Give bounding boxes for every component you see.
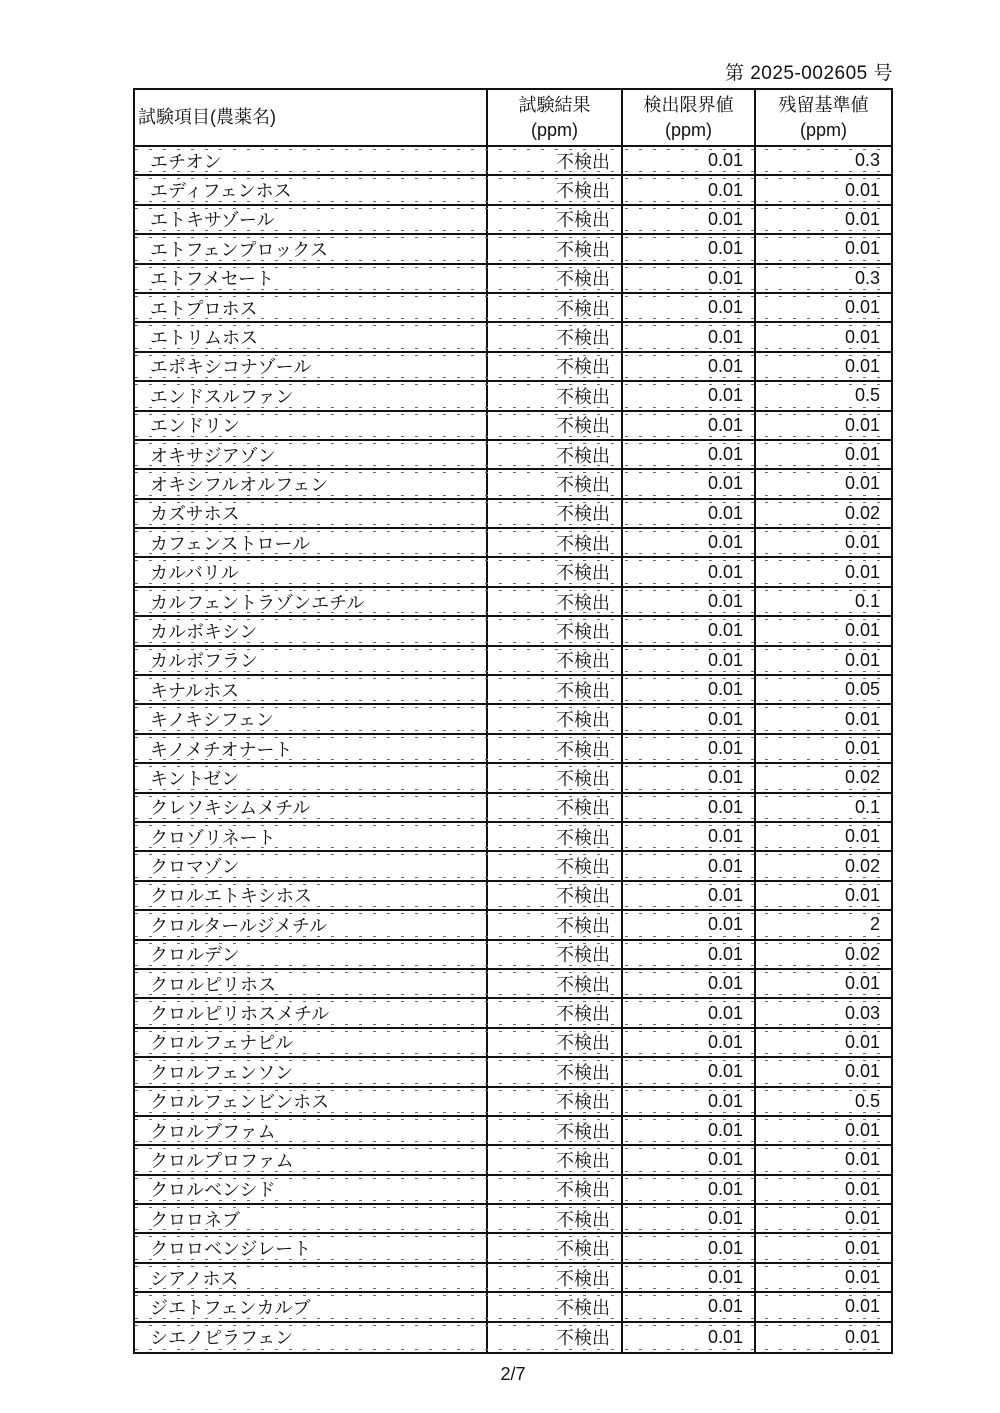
table-row — [135, 941, 891, 970]
cell-item-name: キナルホス — [135, 676, 488, 703]
cell-detection-limit: 0.01 — [623, 1146, 756, 1173]
table-row — [135, 558, 891, 587]
cell-detection-limit: 0.01 — [623, 500, 756, 527]
cell-test-result: 不検出 — [488, 294, 623, 321]
cell-residue-standard: 0.01 — [844, 473, 880, 494]
table-row — [135, 294, 891, 323]
table-row — [135, 1029, 891, 1058]
cell-item-name: クロルフェンビンホス — [135, 1088, 488, 1115]
cell-test-result: 不検出 — [488, 1029, 623, 1056]
cell-item-name: シエノピラフェン — [135, 1323, 488, 1352]
table-row — [135, 1205, 891, 1234]
cell-item-name: クロルブファム — [135, 1117, 488, 1144]
cell-item-name: シアノホス — [135, 1264, 488, 1291]
cell-detection-limit: 0.01 — [623, 1117, 756, 1144]
table-row — [135, 588, 891, 617]
cell-detection-limit: 0.01 — [623, 147, 756, 174]
column-header-standard-unit: (ppm) — [799, 119, 847, 140]
cell-test-result: 不検出 — [488, 206, 623, 233]
column-header-standard — [756, 90, 891, 145]
cell-item-name: エンドスルファン — [135, 382, 488, 409]
cell-residue-standard: 0.01 — [844, 179, 880, 200]
cell-test-result: 不検出 — [488, 176, 623, 203]
cell-residue-standard: 0.01 — [844, 1120, 880, 1141]
cell-residue-standard: 0.01 — [844, 973, 880, 994]
cell-detection-limit: 0.01 — [623, 1205, 756, 1232]
cell-item-name: クロルフェンソン — [135, 1058, 488, 1085]
cell-test-result: 不検出 — [488, 500, 623, 527]
cell-item-name: オキシフルオルフェン — [135, 470, 488, 497]
cell-residue-standard: 0.03 — [844, 1002, 880, 1023]
cell-item-name: クロルピリホス — [135, 970, 488, 997]
cell-residue-standard: 0.5 — [854, 385, 880, 406]
cell-detection-limit: 0.01 — [623, 558, 756, 585]
table-row — [135, 1264, 891, 1293]
table-row — [135, 412, 891, 441]
cell-item-name: カズサホス — [135, 500, 488, 527]
table-row — [135, 852, 891, 881]
cell-residue-standard: 0.01 — [844, 1296, 880, 1317]
cell-test-result: 不検出 — [488, 529, 623, 556]
column-header-standard-label: 残留基準値 — [778, 94, 869, 115]
column-header-limit — [623, 90, 756, 145]
cell-residue-standard: 0.1 — [854, 591, 880, 612]
cell-residue-standard: 0.01 — [844, 1149, 880, 1170]
cell-detection-limit: 0.01 — [623, 294, 756, 321]
cell-residue-standard: 0.01 — [844, 297, 880, 318]
cell-detection-limit: 0.01 — [623, 529, 756, 556]
table-row — [135, 1058, 891, 1087]
cell-item-name: クロゾリネート — [135, 823, 488, 850]
table-row — [135, 999, 891, 1028]
cell-test-result: 不検出 — [488, 1058, 623, 1085]
table-row — [135, 676, 891, 705]
table-row — [135, 647, 891, 676]
cell-item-name: クロルピリホスメチル — [135, 999, 488, 1026]
table-row — [135, 353, 891, 382]
cell-residue-standard: 0.01 — [844, 708, 880, 729]
cell-detection-limit: 0.01 — [623, 941, 756, 968]
cell-item-name: カルバリル — [135, 558, 488, 585]
cell-test-result: 不検出 — [488, 1293, 623, 1320]
cell-residue-standard: 0.01 — [844, 532, 880, 553]
table-row — [135, 1146, 891, 1175]
cell-item-name: エトフェンプロックス — [135, 235, 488, 262]
cell-item-name: エポキシコナゾール — [135, 353, 488, 380]
cell-item-name: エトフメセート — [135, 265, 488, 292]
table-row — [135, 970, 891, 999]
cell-residue-standard: 0.01 — [844, 1061, 880, 1082]
cell-test-result: 不検出 — [488, 1117, 623, 1144]
cell-test-result: 不検出 — [488, 412, 623, 439]
column-header-item: 試験項目(農薬名) — [135, 90, 488, 145]
cell-residue-standard: 0.01 — [844, 1326, 880, 1347]
cell-item-name: エチオン — [135, 147, 488, 174]
table-row — [135, 500, 891, 529]
cell-detection-limit: 0.01 — [623, 1088, 756, 1115]
column-header-result-unit: (ppm) — [530, 119, 578, 140]
cell-detection-limit: 0.01 — [623, 676, 756, 703]
table-row — [135, 1293, 891, 1322]
cell-test-result: 不検出 — [488, 911, 623, 938]
cell-item-name: クロルタールジメチル — [135, 911, 488, 938]
cell-detection-limit: 0.01 — [623, 735, 756, 762]
cell-detection-limit: 0.01 — [623, 1029, 756, 1056]
table-row — [135, 235, 891, 264]
cell-test-result: 不検出 — [488, 735, 623, 762]
cell-test-result: 不検出 — [488, 382, 623, 409]
cell-residue-standard: 0.3 — [854, 267, 880, 288]
table-row — [135, 529, 891, 558]
cell-item-name: カルフェントラゾンエチル — [135, 588, 488, 615]
cell-test-result: 不検出 — [488, 823, 623, 850]
cell-detection-limit: 0.01 — [623, 382, 756, 409]
table-row — [135, 1088, 891, 1117]
cell-test-result: 不検出 — [488, 647, 623, 674]
cell-test-result: 不検出 — [488, 617, 623, 644]
cell-test-result: 不検出 — [488, 999, 623, 1026]
table-row — [135, 206, 891, 235]
cell-test-result: 不検出 — [488, 265, 623, 292]
cell-test-result: 不検出 — [488, 676, 623, 703]
cell-detection-limit: 0.01 — [623, 852, 756, 879]
cell-item-name: クレソキシムメチル — [135, 794, 488, 821]
cell-item-name: クロルプロファム — [135, 1146, 488, 1173]
cell-test-result: 不検出 — [488, 1205, 623, 1232]
cell-residue-standard: 0.01 — [844, 238, 880, 259]
cell-item-name: カルボフラン — [135, 647, 488, 674]
cell-test-result: 不検出 — [488, 1146, 623, 1173]
table-row — [135, 147, 891, 176]
cell-residue-standard: 0.01 — [844, 1178, 880, 1199]
cell-test-result: 不検出 — [488, 441, 623, 468]
cell-residue-standard: 2 — [869, 914, 880, 935]
table-row — [135, 911, 891, 940]
table-row — [135, 470, 891, 499]
cell-detection-limit: 0.01 — [623, 1323, 756, 1352]
column-header-limit-unit: (ppm) — [664, 119, 712, 140]
table-row — [135, 617, 891, 646]
cell-residue-standard: 0.01 — [844, 738, 880, 758]
cell-detection-limit: 0.01 — [623, 588, 756, 615]
cell-test-result: 不検出 — [488, 1088, 623, 1115]
cell-test-result: 不検出 — [488, 1176, 623, 1203]
cell-detection-limit: 0.01 — [623, 353, 756, 380]
cell-detection-limit: 0.01 — [623, 206, 756, 233]
cell-item-name: クロルエトキシホス — [135, 882, 488, 909]
cell-residue-standard: 0.01 — [844, 414, 880, 435]
table-body — [135, 147, 891, 1352]
cell-residue-standard: 0.3 — [854, 150, 880, 171]
cell-detection-limit: 0.01 — [623, 970, 756, 997]
table-row — [135, 265, 891, 294]
cell-residue-standard: 0.01 — [844, 561, 880, 582]
cell-residue-standard: 0.01 — [844, 326, 880, 347]
cell-detection-limit: 0.01 — [623, 705, 756, 732]
cell-item-name: クロルフェナピル — [135, 1029, 488, 1056]
cell-residue-standard: 0.02 — [844, 855, 880, 876]
cell-residue-standard: 0.02 — [844, 943, 880, 964]
page-number: 2/7 — [500, 1364, 526, 1384]
cell-test-result: 不検出 — [488, 558, 623, 585]
cell-item-name: クロロベンジレート — [135, 1234, 488, 1261]
cell-residue-standard: 0.1 — [854, 796, 880, 817]
table-row — [135, 705, 891, 734]
cell-test-result: 不検出 — [488, 941, 623, 968]
cell-detection-limit: 0.01 — [623, 470, 756, 497]
cell-detection-limit: 0.01 — [623, 911, 756, 938]
cell-residue-standard: 0.01 — [844, 208, 880, 229]
cell-residue-standard: 0.01 — [844, 1031, 880, 1052]
cell-test-result: 不検出 — [488, 970, 623, 997]
cell-residue-standard: 0.01 — [844, 444, 880, 465]
cell-detection-limit: 0.01 — [623, 412, 756, 439]
cell-residue-standard: 0.02 — [844, 502, 880, 523]
cell-item-name: エディフェンホス — [135, 176, 488, 203]
table-row — [135, 382, 891, 411]
table-row — [135, 1117, 891, 1146]
cell-item-name: クロルデン — [135, 941, 488, 968]
cell-test-result: 不検出 — [488, 1264, 623, 1291]
cell-test-result: 不検出 — [488, 1234, 623, 1261]
document-number: 第 2025-002605 号 — [724, 63, 893, 84]
cell-test-result: 不検出 — [488, 235, 623, 262]
cell-detection-limit: 0.01 — [623, 1264, 756, 1291]
cell-detection-limit: 0.01 — [623, 647, 756, 674]
cell-residue-standard: 0.01 — [844, 355, 880, 376]
test-results-table — [133, 88, 893, 1354]
cell-item-name: キノメチオナート — [135, 735, 488, 762]
cell-test-result: 不検出 — [488, 852, 623, 879]
cell-test-result: 不検出 — [488, 705, 623, 732]
cell-item-name: エトプロホス — [135, 294, 488, 321]
cell-item-name: キノキシフェン — [135, 705, 488, 732]
cell-residue-standard: 0.01 — [844, 1267, 880, 1288]
cell-detection-limit: 0.01 — [623, 1176, 756, 1203]
cell-test-result: 不検出 — [488, 794, 623, 821]
cell-item-name: クロルベンシド — [135, 1176, 488, 1203]
cell-detection-limit: 0.01 — [623, 1234, 756, 1261]
cell-test-result: 不検出 — [488, 588, 623, 615]
column-header-result-label: 試験結果 — [518, 94, 591, 115]
cell-test-result: 不検出 — [488, 323, 623, 350]
cell-test-result: 不検出 — [488, 470, 623, 497]
cell-detection-limit: 0.01 — [623, 1293, 756, 1320]
cell-test-result: 不検出 — [488, 147, 623, 174]
cell-item-name: エンドリン — [135, 412, 488, 439]
table-row — [135, 882, 891, 911]
table-row — [135, 1323, 891, 1352]
cell-residue-standard: 0.05 — [844, 679, 880, 700]
cell-detection-limit: 0.01 — [623, 794, 756, 821]
cell-item-name: クロマゾン — [135, 852, 488, 879]
cell-test-result: 不検出 — [488, 882, 623, 909]
cell-detection-limit: 0.01 — [623, 617, 756, 644]
cell-test-result: 不検出 — [488, 1323, 623, 1352]
cell-item-name: エトリムホス — [135, 323, 488, 350]
column-header-result — [488, 90, 623, 145]
cell-item-name: エトキサゾール — [135, 206, 488, 233]
table-row — [135, 794, 891, 823]
cell-detection-limit: 0.01 — [623, 441, 756, 468]
cell-residue-standard: 0.01 — [844, 620, 880, 641]
cell-residue-standard: 0.01 — [844, 826, 880, 847]
table-row — [135, 441, 891, 470]
cell-item-name: クロロネブ — [135, 1205, 488, 1232]
table-row — [135, 323, 891, 352]
cell-detection-limit: 0.01 — [623, 999, 756, 1026]
table-row — [135, 176, 891, 205]
cell-test-result: 不検出 — [488, 764, 623, 791]
cell-residue-standard: 0.01 — [844, 649, 880, 670]
cell-item-name: カフェンストロール — [135, 529, 488, 556]
cell-item-name: キントゼン — [135, 764, 488, 791]
cell-detection-limit: 0.01 — [623, 1058, 756, 1085]
cell-detection-limit: 0.01 — [623, 323, 756, 350]
table-row — [135, 823, 891, 852]
cell-test-result: 不検出 — [488, 353, 623, 380]
cell-residue-standard: 0.01 — [844, 884, 880, 905]
cell-item-name: カルボキシン — [135, 617, 488, 644]
cell-item-name: オキサジアゾン — [135, 441, 488, 468]
cell-detection-limit: 0.01 — [623, 265, 756, 292]
cell-detection-limit: 0.01 — [623, 235, 756, 262]
cell-residue-standard: 0.01 — [844, 1237, 880, 1258]
table-header-row — [135, 90, 891, 147]
column-header-limit-label: 検出限界値 — [643, 94, 734, 115]
cell-detection-limit: 0.01 — [623, 176, 756, 203]
table-row — [135, 764, 891, 793]
table-row — [135, 735, 891, 764]
cell-detection-limit: 0.01 — [623, 823, 756, 850]
cell-detection-limit: 0.01 — [623, 764, 756, 791]
cell-item-name: ジエトフェンカルブ — [135, 1293, 488, 1320]
cell-residue-standard: 0.5 — [854, 1090, 880, 1111]
table-row — [135, 1234, 891, 1263]
cell-residue-standard: 0.01 — [844, 1208, 880, 1229]
table-row — [135, 1176, 891, 1205]
cell-detection-limit: 0.01 — [623, 882, 756, 909]
cell-residue-standard: 0.02 — [844, 767, 880, 788]
